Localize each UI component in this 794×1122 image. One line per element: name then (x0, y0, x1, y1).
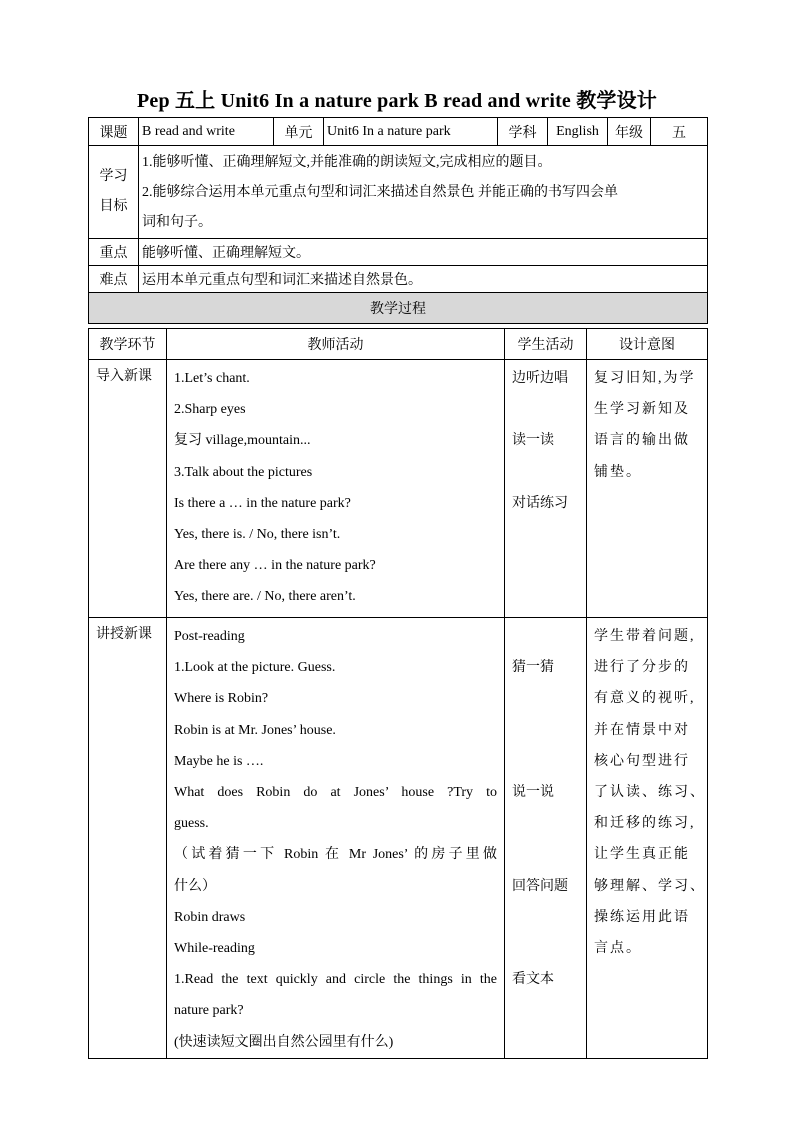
grade-value: 五 (651, 118, 708, 146)
intent-line: 够理解、学习、 (594, 878, 706, 894)
lesson-row (89, 118, 708, 146)
intent-line: 让学生真正能 (594, 847, 690, 863)
student-line: 看文本 (512, 972, 554, 988)
teacher-line: 1.Read the text quickly and circle the things in the (174, 972, 497, 988)
student-line (512, 933, 579, 964)
key-value: 能够听懂、正确理解短文。 (139, 239, 708, 266)
process-header-row (89, 293, 708, 324)
intent-line: 有意义的视听, (594, 691, 696, 707)
intro-row (89, 360, 708, 618)
teacher-line: 1.Look at the picture. Guess. (174, 660, 336, 676)
difficulty-row (89, 266, 708, 293)
student-line (512, 621, 579, 652)
intent-line: 复习旧知,为学 (594, 371, 696, 386)
teacher-line: 复习 village,mountain... (174, 433, 311, 449)
grade-label: 年级 (608, 118, 651, 146)
teacher-line: Yes, there are. / No, there aren’t. (174, 589, 356, 605)
teach-student-activities (505, 618, 587, 1059)
teacher-line: 什么） (174, 878, 216, 894)
teacher-line: nature park? (174, 1003, 244, 1019)
difficulty-label: 难点 (89, 266, 139, 293)
teacher-line: While-reading (174, 941, 255, 957)
student-line (512, 683, 579, 714)
intent-line: 了认读、练习、 (594, 785, 706, 801)
student-header: 学生活动 (505, 329, 587, 360)
intent-line: 言点。 (594, 941, 642, 957)
key-point-row (89, 239, 708, 266)
teacher-line: (快速读短文圈出自然公园里有什么) (174, 1034, 394, 1050)
intent-line: 并在情景中对 (594, 722, 690, 738)
page-title: Pep 五上 Unit6 In a nature park B read and write 教学设计 (136, 90, 658, 112)
teach-row (89, 618, 708, 1059)
student-line (512, 394, 579, 425)
lesson-value: B read and write (139, 118, 274, 146)
intro-student-activities (505, 360, 587, 618)
teacher-line: 3.Talk about the pictures (174, 464, 313, 480)
intent-header: 设计意图 (587, 329, 708, 360)
student-line: 边听边唱 (512, 371, 568, 386)
teach-design-intent (587, 618, 708, 1059)
intent-line: 铺垫。 (594, 464, 642, 480)
student-line: 说一说 (512, 785, 554, 801)
student-line (512, 839, 579, 870)
intro-stage: 导入新课 (89, 360, 167, 618)
teacher-line: Where is Robin? (174, 691, 269, 707)
student-line: 回答问题 (512, 878, 568, 894)
lesson-label: 课题 (89, 118, 139, 146)
teacher-line: Yes, there is. / No, there isn’t. (174, 527, 341, 543)
student-line: 读一读 (512, 433, 554, 449)
teacher-line: Robin draws (174, 909, 246, 925)
teacher-line: Post-reading (174, 629, 245, 644)
intent-line: 操练运用此语 (594, 909, 690, 925)
intent-line: 学生带着问题, (594, 629, 696, 644)
teach-teacher-activities (167, 618, 505, 1059)
teacher-line: What does Robin do at Jones’ house ?Try to (174, 785, 497, 801)
intro-design-intent (587, 360, 708, 618)
teacher-line: guess. (174, 816, 209, 832)
goals-label (89, 146, 139, 239)
teacher-line: Is there a … in the nature park? (174, 495, 351, 511)
teacher-line: Robin is at Mr. Jones’ house. (174, 722, 336, 738)
process-label: 教学过程 (89, 293, 708, 324)
goal-line-3: 词和句子。 (142, 215, 212, 230)
column-header-row (89, 329, 708, 360)
goals-value (139, 146, 708, 239)
goals-label-line: 学习 (99, 169, 128, 184)
key-label: 重点 (89, 239, 139, 266)
teacher-line: 2.Sharp eyes (174, 402, 246, 418)
teach-stage: 讲授新课 (89, 618, 167, 1059)
intent-line: 语言的输出做 (594, 433, 690, 449)
student-line (512, 902, 579, 933)
subject-label: 学科 (498, 118, 548, 146)
student-line (512, 808, 579, 839)
teacher-header: 教师活动 (167, 329, 505, 360)
difficulty-value: 运用本单元重点句型和词汇来描述自然景色。 (139, 266, 708, 293)
intent-line: 进行了分步的 (594, 660, 690, 676)
teacher-line: Maybe he is …. (174, 753, 264, 769)
goals-label-line: 目标 (99, 199, 128, 214)
goal-line-1: 1.能够听懂、正确理解短文,并能准确的朗读短文,完成相应的题目。 (142, 155, 552, 170)
intent-line: 生学习新知及 (594, 402, 690, 418)
teacher-line: 1.Let’s chant. (174, 371, 250, 386)
goals-row (89, 146, 708, 239)
intent-line: 和迁移的练习, (594, 816, 696, 832)
student-line: 猜一猜 (512, 660, 554, 676)
student-line (512, 715, 579, 746)
intro-teacher-activities (167, 360, 505, 618)
teacher-line: Are there any … in the nature park? (174, 558, 376, 574)
unit-value: Unit6 In a nature park (324, 118, 498, 146)
stage-header: 教学环节 (89, 329, 167, 360)
student-line (512, 457, 579, 488)
teaching-process-table (88, 328, 708, 1059)
subject-value: English (548, 118, 608, 146)
student-line: 对话练习 (512, 495, 568, 511)
lesson-info-table (88, 117, 708, 324)
goal-line-2: 2.能够综合运用本单元重点句型和词汇来描述自然景色 并能正确的书写四会单 (142, 185, 618, 200)
teacher-line: （试着猜一下 Robin 在 Mr Jones’ 的房子里做 (174, 847, 497, 863)
unit-label: 单元 (274, 118, 324, 146)
student-line (512, 746, 579, 777)
intent-line: 核心句型进行 (594, 753, 690, 769)
